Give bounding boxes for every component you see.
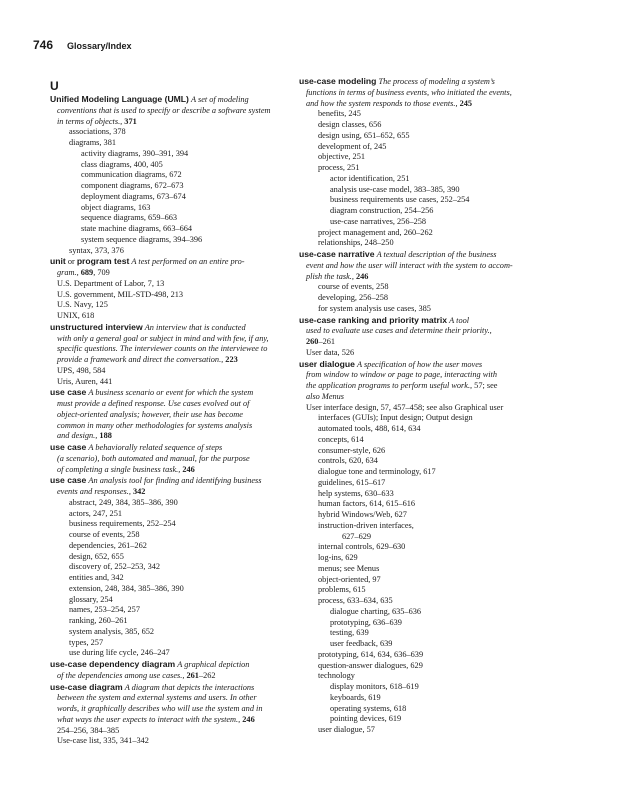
index-subentry: ranking, 260–261 <box>69 616 128 625</box>
index-subentry: project management and, 260–262 <box>318 227 433 237</box>
entry-term: Unified Modeling Language (UML) <box>50 94 189 104</box>
entry-main-page: 261 <box>184 670 199 680</box>
entry-line <box>299 88 561 99</box>
entry-definition: from window to window or page to page, interacting with <box>306 370 497 380</box>
entry-definition: A graphical depiction <box>177 660 250 669</box>
index-column-right <box>299 76 561 736</box>
index-subentry: UNIX, 618 <box>57 311 95 320</box>
index-subentry: types, 257 <box>69 637 104 647</box>
entry-line <box>50 487 307 498</box>
index-subentry: automated tools, 488, 614, 634 <box>318 424 421 433</box>
page-header <box>33 38 132 54</box>
entry-line <box>50 410 307 421</box>
entry-line <box>50 421 307 432</box>
entry-line <box>299 261 561 272</box>
entry-term: use-case diagram <box>50 681 123 692</box>
index-subentry: guidelines, 615–617 <box>318 477 386 487</box>
index-entry <box>50 475 307 498</box>
index-entry <box>299 76 561 109</box>
entry-definition: A tool <box>449 315 470 325</box>
index-subentry: discovery of, 252–253, 342 <box>69 562 161 572</box>
entry-definition: A textual description of the business <box>376 250 497 259</box>
entry-definition: A behaviorally related sequence of steps <box>88 443 223 452</box>
index-subentry: internal controls, 629–630 <box>318 542 406 552</box>
entry-line <box>299 337 561 348</box>
entry-term: user dialogue <box>299 358 355 369</box>
entry-definition: and design., <box>57 431 98 441</box>
index-subentry: user dialogue, 57 <box>318 725 375 734</box>
entry-term: use case <box>50 475 87 486</box>
index-subentry: dialogue tone and terminology, 617 <box>318 467 436 476</box>
entry-line <box>299 381 561 392</box>
index-subentry: 627–629 <box>342 531 372 541</box>
index-subentry: User interface design, 57, 457–458; see also Graphical user <box>306 402 504 412</box>
entry-line <box>299 76 561 88</box>
entry-line <box>50 715 307 726</box>
entry-main-page: 342 <box>130 487 146 496</box>
entry-definition: gram., <box>57 268 79 277</box>
index-column-left <box>50 76 307 747</box>
entry-definition: between the system and external systems and users. In other <box>57 693 257 703</box>
entry-see-also: also Menus <box>306 391 345 401</box>
index-subentry: relationships, 248–250 <box>318 238 394 248</box>
index-subentry: dependencies, 261–262 <box>69 540 147 550</box>
index-subentry: abstract, 249, 384, 385–386, 390 <box>69 497 178 507</box>
entry-line <box>50 268 307 279</box>
index-subentry: help systems, 630–633 <box>318 488 394 498</box>
entry-main-page: 246 <box>180 464 195 474</box>
entry-line <box>299 249 561 261</box>
index-subentry: system analysis, 385, 652 <box>69 626 155 636</box>
entry-term: use case <box>50 442 87 452</box>
entry-more-pages: –262 <box>198 670 216 680</box>
index-subentry: process, 633–634, 635 <box>318 596 393 605</box>
entry-definition: what ways the user expects to interact with the system., <box>57 714 241 724</box>
entry-line <box>50 704 307 715</box>
entry-line <box>299 370 561 381</box>
entry-definition: events and responses., <box>57 487 131 496</box>
index-subentry: prototyping, 614, 634, 636–639 <box>318 649 424 659</box>
entry-definition: and how the system responds to those events., <box>306 98 458 108</box>
index-subentry: class diagrams, 400, 405 <box>81 159 163 169</box>
index-subentry: sequence diagrams, 659–663 <box>81 213 178 223</box>
index-subentry: interfaces (GUIs); Input design; Output design <box>318 413 473 423</box>
entry-line <box>50 399 307 410</box>
index-subentry: objective, 251 <box>318 152 366 162</box>
index-subentry: Uris, Auren, 441 <box>57 376 113 386</box>
entry-main-page: 245 <box>457 98 473 108</box>
index-subentry: consumer-style, 626 <box>318 445 386 455</box>
index-subentry: testing, 639 <box>330 628 369 638</box>
index-subentry: UPS, 498, 584 <box>57 365 106 375</box>
index-subentry: diagrams, 381 <box>69 138 117 147</box>
index-subentry: U.S. government, MIL-STD-498, 213 <box>57 289 184 299</box>
index-subentry: glossary, 254 <box>69 594 113 604</box>
entry-definition: with only a general goal or subject in mind and with few, if any, <box>57 333 269 343</box>
entry-definition: used to evaluate use cases and determine their priority., <box>306 326 492 336</box>
entry-term: use-case narrative <box>299 249 375 259</box>
index-subentry: business requirements use cases, 252–254 <box>330 195 470 205</box>
index-subentry: component diagrams, 672–673 <box>81 181 184 190</box>
index-subentry: human factors, 614, 615–616 <box>318 499 416 509</box>
index-subentry: question-answer dialogues, 629 <box>318 660 423 670</box>
entry-definition: event and how the user will interact with the system to accom- <box>306 260 513 270</box>
entry-more-pages: –261 <box>318 337 336 346</box>
entry-line <box>50 387 307 399</box>
index-subentry: keyboards, 619 <box>330 692 381 702</box>
entry-definition: in terms of objects., <box>57 116 123 126</box>
index-subentry: instruction-driven interfaces, <box>318 520 414 530</box>
entry-line <box>299 99 561 110</box>
index-subentry: syntax, 373, 376 <box>69 245 124 255</box>
index-subentry: display monitors, 618–619 <box>330 682 419 691</box>
index-subentry: hybrid Windows/Web, 627 <box>318 510 407 519</box>
entry-line <box>50 344 307 355</box>
entry-definition: object-oriented analysis; however, their use has become <box>57 409 243 419</box>
entry-definition: conventions that is used to specify or describe a software system <box>57 105 271 115</box>
entry-definition: A test performed on an entire pro- <box>131 257 245 267</box>
index-subentry: actor identification, 251 <box>330 173 410 183</box>
index-subentry: controls, 620, 634 <box>318 456 378 466</box>
entry-term-alt: program test <box>76 256 130 267</box>
index-entry <box>50 256 307 279</box>
index-subentry: actors, 247, 251 <box>69 508 122 518</box>
index-subentry: entities and, 342 <box>69 573 124 582</box>
index-subentry: dialogue charting, 635–636 <box>330 606 422 616</box>
index-subentry: activity diagrams, 390–391, 394 <box>81 148 189 158</box>
index-entry <box>50 659 307 682</box>
entry-main-page: 246 <box>353 271 369 281</box>
entry-joiner: or <box>65 257 77 267</box>
index-subentry: problems, 615 <box>318 585 366 595</box>
entry-line <box>50 117 307 128</box>
entry-line <box>50 475 307 487</box>
index-subentry: menus; see Menus <box>318 563 380 573</box>
entry-term: unstructured interview <box>50 321 143 332</box>
entry-line <box>50 94 307 106</box>
entry-definition: common in many other methodologies for systems analysis <box>57 420 253 430</box>
entry-line <box>50 671 307 682</box>
index-subentry: use-case narratives, 256–258 <box>330 216 427 226</box>
entry-line <box>299 359 561 371</box>
entry-more-pages: 254–256, 384–385 <box>57 725 120 735</box>
entry-line <box>50 465 307 476</box>
index-subentry: U.S. Navy, 125 <box>57 300 108 310</box>
entry-term: use-case dependency diagram <box>50 659 176 669</box>
index-subentry: operating systems, 618 <box>330 703 407 713</box>
entry-line <box>50 682 307 694</box>
entry-term: use-case modeling <box>299 76 377 86</box>
index-entry <box>299 315 561 348</box>
entry-line <box>50 442 307 454</box>
index-subentry: Use-case list, 335, 341–342 <box>57 736 149 746</box>
index-subentry: developing, 256–258 <box>318 293 389 302</box>
index-subentry: use during life cycle, 246–247 <box>69 648 170 658</box>
entry-line <box>50 431 307 442</box>
entry-definition: the application programs to perform useful work., <box>306 381 473 390</box>
entry-definition: (a scenario), both automated and manual, for the purpose <box>57 453 250 463</box>
index-entry <box>50 94 307 127</box>
page-number: 746 <box>33 38 54 52</box>
entry-definition: A set of modeling <box>191 95 249 104</box>
running-head: Glossary/Index <box>67 41 132 51</box>
entry-main-page: 260 <box>306 337 319 346</box>
index-subentry: system sequence diagrams, 394–396 <box>81 234 203 244</box>
entry-main-page: 188 <box>97 431 112 441</box>
entry-line <box>299 315 561 327</box>
entry-more-pages: 57; see <box>472 381 498 390</box>
index-subentry: design, 652, 655 <box>69 551 124 561</box>
entry-line <box>50 106 307 117</box>
entry-term: unit <box>50 256 66 267</box>
index-entry <box>50 682 307 737</box>
index-subentry: user feedback, 639 <box>330 639 393 648</box>
index-subentry: development of, 245 <box>318 141 387 151</box>
index-subentry: design using, 651–652, 655 <box>318 130 410 140</box>
index-subentry: deployment diagrams, 673–674 <box>81 191 186 201</box>
entry-definition: A diagram that depicts the interactions <box>124 682 255 692</box>
index-subentry: course of events, 258 <box>69 530 140 539</box>
index-subentry: benefits, 245 <box>318 109 361 119</box>
index-entry <box>50 387 307 442</box>
entry-line <box>50 334 307 345</box>
index-subentry: names, 253–254, 257 <box>69 605 140 615</box>
entry-definition: functions in terms of business events, who initiated the events, <box>306 87 512 97</box>
entry-line <box>50 659 307 671</box>
entry-term: use-case ranking and priority matrix <box>299 314 448 325</box>
index-subentry: diagram construction, 254–256 <box>330 206 434 215</box>
index-subentry: communication diagrams, 672 <box>81 170 182 180</box>
entry-definition: An analysis tool for finding and identifying business <box>88 476 262 486</box>
entry-main-page: 223 <box>223 355 238 364</box>
index-subentry: analysis use-case model, 383–385, 390 <box>330 184 460 194</box>
index-subentry: course of events, 258 <box>318 282 389 292</box>
index-subentry: U.S. Department of Labor, 7, 13 <box>57 278 165 288</box>
section-letter: U <box>50 79 59 93</box>
index-subentry: business requirements, 252–254 <box>69 519 176 529</box>
entry-definition: The process of modeling a system’s <box>378 77 495 86</box>
entry-definition: of the dependencies among use cases., <box>57 670 185 680</box>
index-subentry: object diagrams, 163 <box>81 202 151 212</box>
index-subentry: design classes, 656 <box>318 120 382 129</box>
entry-definition: provide a framework and direct the conversation., <box>57 355 224 364</box>
index-subentry: process, 251 <box>318 163 360 172</box>
index-subentry: object-oriented, 97 <box>318 574 381 584</box>
entry-definition: must provide a defined response. Use cases evolved out of <box>57 399 250 408</box>
index-entry <box>299 249 561 282</box>
entry-line <box>50 322 307 334</box>
entry-line <box>50 693 307 704</box>
entry-definition: words, it graphically describes who will use the system and in <box>57 704 263 713</box>
entry-definition: An interview that is conducted <box>144 322 246 332</box>
index-subentry: concepts, 614 <box>318 434 364 444</box>
index-subentry: for system analysis use cases, 385 <box>318 303 431 313</box>
index-entry <box>50 322 307 366</box>
index-subentry: prototyping, 636–639 <box>330 617 402 627</box>
entry-more-pages: , 709 <box>93 268 110 277</box>
entry-line <box>299 326 561 337</box>
entry-main-page: 689 <box>78 268 94 277</box>
index-subentry: User data, 526 <box>306 347 355 357</box>
entry-definition: of completing a single business task., <box>57 464 181 474</box>
entry-term: use case <box>50 387 87 398</box>
entry-definition: A specification of how the user moves <box>356 359 483 369</box>
index-entry <box>50 442 307 475</box>
entry-main-page: 371 <box>122 116 137 126</box>
index-subentry: state machine diagrams, 663–664 <box>81 224 193 233</box>
entry-definition: A business scenario or event for which the system <box>88 388 254 398</box>
entry-line <box>50 355 307 366</box>
index-subentry: pointing devices, 619 <box>330 714 402 724</box>
index-subentry: log-ins, 629 <box>318 553 358 562</box>
entry-main-page: 246 <box>240 714 255 724</box>
index-subentry: technology <box>318 671 355 681</box>
entry-line <box>50 454 307 465</box>
entry-definition: plish the task., <box>306 271 354 281</box>
index-subentry: associations, 378 <box>69 127 126 137</box>
entry-definition: specific questions. The interviewer counts on the interviewee to <box>57 344 268 354</box>
entry-line <box>299 272 561 283</box>
entry-line <box>50 256 307 268</box>
index-subentry: extension, 248, 384, 385–386, 390 <box>69 583 184 593</box>
index-entry <box>299 359 561 403</box>
